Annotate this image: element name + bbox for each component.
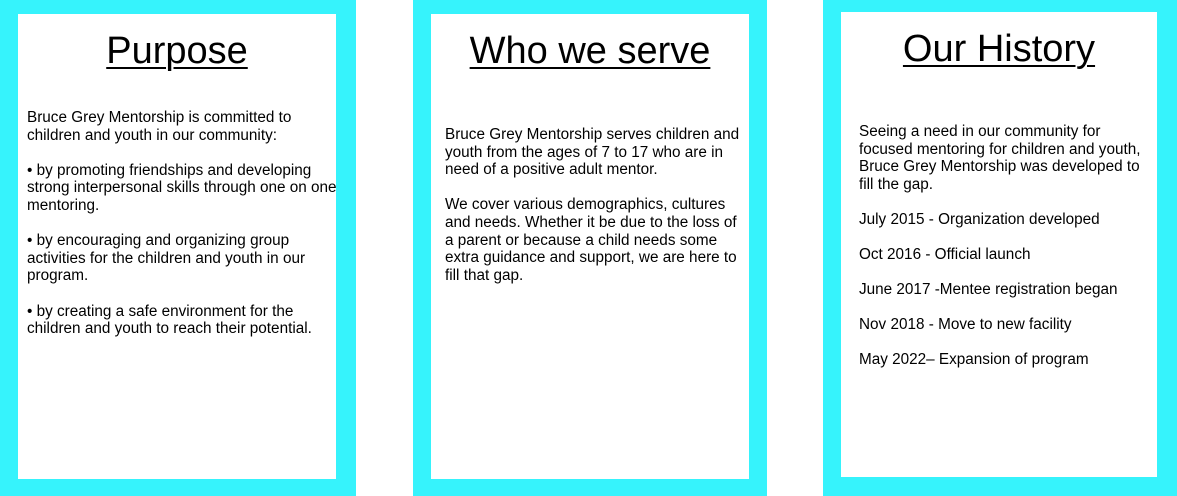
our-history-title: Our History: [902, 28, 1096, 70]
purpose-intro: Bruce Grey Mentorship is committed to children and youth in our community:: [27, 109, 292, 144]
history-timeline-item: June 2017 -Mentee registration began: [859, 280, 1118, 298]
purpose-title: Purpose: [106, 30, 248, 72]
who-we-serve-card: [413, 0, 767, 496]
purpose-bullet-safe-environment: • by creating a safe environment for the children and youth to reach their potential.: [27, 302, 312, 338]
who-we-serve-paragraph-ages: Bruce Grey Mentorship serves children and youth from the ages of 7 to 17 who are in need of a positive adult mentor.: [445, 126, 740, 179]
who-we-serve-title: Who we serve: [469, 30, 711, 72]
our-history-card-panel: [841, 12, 1157, 477]
history-timeline-item: May 2022– Expansion of program: [859, 350, 1089, 368]
purpose-bullet-group-activities: • by encouraging and organizing group activities for the children and youth in our program.: [27, 232, 306, 285]
history-timeline-item: Nov 2018 - Move to new facility: [859, 315, 1072, 333]
purpose-card: [0, 0, 356, 496]
our-history-intro: Seeing a need in our community for focused mentoring for children and youth, Bruce Grey Mentorship was developed to fill the gap.: [859, 123, 1141, 193]
purpose-card-panel: [18, 14, 336, 479]
history-timeline-item: Oct 2016 - Official launch: [859, 245, 1031, 263]
our-history-card: [823, 0, 1177, 496]
our-history-body: [859, 123, 1155, 386]
who-we-serve-paragraph-demographics: We cover various demographics, cultures and needs. Whether it be due to the loss of a parent or because a child needs some extra guidance and support, we are here to fill that gap.: [445, 196, 737, 284]
who-we-serve-card-panel: [431, 14, 749, 479]
purpose-body: [27, 109, 337, 355]
history-timeline-item: July 2015 - Organization developed: [859, 210, 1100, 228]
who-we-serve-body: [445, 126, 745, 302]
purpose-bullet-friendships: • by promoting friendships and developing strong interpersonal skills through one on one mentoring.: [27, 161, 337, 214]
